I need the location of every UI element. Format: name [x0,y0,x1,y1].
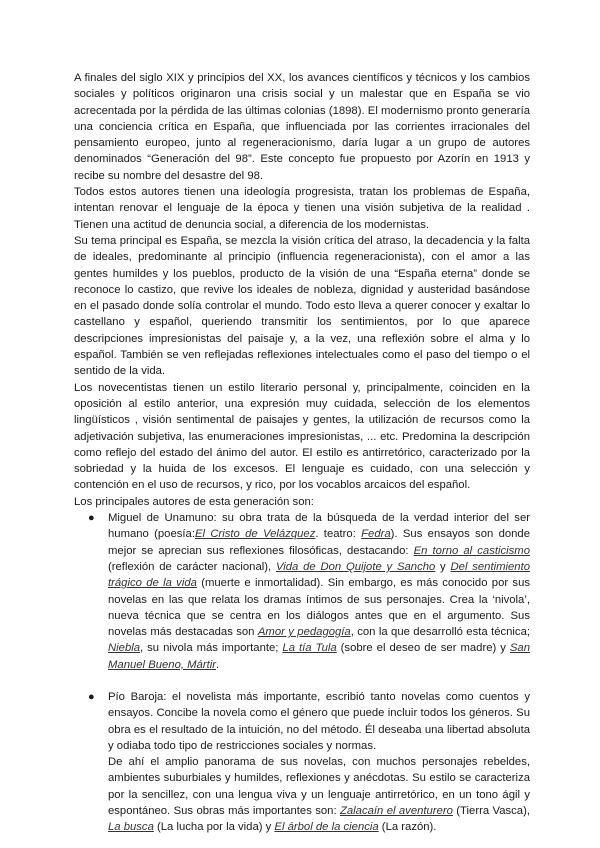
work-title: Amor y pedagogía [257,626,351,639]
document-page [74,70,530,836]
bullet-icon: ● [88,690,95,703]
list-item-baroja [74,689,530,836]
work-title: Niebla [108,642,141,655]
work-title: Zalacaín el aventurero [339,805,453,818]
paragraph-ideology: Todos estos autores tienen una ideología progresista, tratan los problemas de España, intentan renovar el lenguaje de la época y tienen una visión subjetiva de la realidad . Tienen una actitud de denuncia social, a diferencia de los modernistas. [74,186,530,231]
list-item-unamuno [74,510,530,673]
work-title: Fedra [361,528,391,541]
paragraph-intro: A finales del siglo XIX y principios del XX, los avances científicos y técnicos y los cambios sociales y políticos originaron una crisis social y un malestar que en España se vio acrecentada por la pérdida de las últimas colonias (1898). El modernismo pronto generaría una conciencia crítica en España, que influenciada por las corrientes irracionales del pensamiento europeo, junto al regeneracionismo, daría lugar a un grupo de autores denominados “Generación del 98”. Este concepto fue propuesto por Azorín en 1913 y recibe su nombre del desastre del 98. [74,72,530,182]
work-title: San Manuel Bueno, Mártir [108,642,530,671]
work-title: Del sentimiento trágico de la vida [108,560,530,590]
work-title: La tía Tula [282,642,337,655]
bullet-icon: ● [88,512,95,525]
work-title: El Cristo de Velázquez [194,528,316,541]
work-title: El árbol de la ciencia [274,821,379,834]
list-spacer [74,673,530,689]
authors-list [74,510,530,836]
baroja-text-1: Pío Baroja: el novelista más importante, escribió tanto novelas como cuentos y ensayos. Concibe la novela como el género que puede incluir todos los géneros. Su obra es el resultado de la intuición, no del método. Él deseaba una libertad absoluta y odiaba todo tipo de restricciones sociales y normas. [108,690,530,752]
work-title: La busca [108,821,154,834]
paragraph-theme: Su tema principal es España, se mezcla la visión crítica del atraso, la decadencia y la falta de ideales, predominante al principio (influencia regeneracionista), con el amor a las gentes humildes y los pueblos, producto de la visión de una “España eterna” donde se reconoce lo castizo, que revive los ideales de nobleza, dignidad y austeridad basándose en el pasado donde solía controlar el mundo. Todo esto lleva a querer conocer y exaltar lo castellano y español, queriendo transmitir los sentimientos, por lo que aparece descripciones impresionistas del paisaje y, a la vez, una reflexión sobre el alma y lo español. También se ven reflejadas reflexiones intelectuales como el paso del tiempo o el sentido de la vida. [74,234,530,378]
paragraph-authors-intro: Los principales autores de esta generación son: [74,495,314,508]
work-title: En torno al casticismo [413,544,530,557]
work-title: Vida de Don Quijote y Sancho [275,560,436,573]
paragraph-style: Los novecentistas tienen un estilo literario personal y, principalmente, coinciden en la oposición al estilo anterior, una expresión muy cuidada, selección de los elementos lingüísticos , visión sentimental de paisajes y gentes, la utilización de recursos como la adjetivación subjetiva, las enumeraciones impresionistas, ... etc. Predomina la descripción como reflejo del estado del ánimo del autor. El estilo es antirretórico, caracterizado por la sobriedad y la huida de los excesos. El lenguaje es cuidado, con una selección y contención en el uso de recursos, y rico, por los vocablos arcaicos del español. [74,381,530,492]
unamuno-text: Miguel de Unamuno: su obra trata de la búsqueda de la verdad interior del ser humano (poesía:El Cristo de Velázquez. teatro: Fedra). Sus ensayos son donde mejor se aprecian sus reflexiones filosóficas, destacando: En torno al casticismo (reflexión de carácter nacional), Vida de Don Quijote y Sancho y Del sentimiento trágico de la vida (muerte e inmortalidad). Sin embargo, es más conocido por sus novelas en las que relata los dramas íntimos de sus personajes. Crea la ‘nivola’, nueva técnica que se centra en los diálogos antes que en el argumento. Sus novelas más destacadas son Amor y pedagogía, con la que desarrolló esta técnica; Niebla, su nivola más importante; La tía Tula (sobre el deseo de ser madre) y San Manuel Bueno, Mártir. [108,512,531,671]
baroja-text-2: De ahí el amplio panorama de sus novelas, con muchos personajes rebeldes, ambientes suburbiales y humildes, reflexiones y anécdotas. Su estilo se caracteriza por la sencillez, con una lengua viva y un lenguaje antirretórico, en un tono ágil y espontáneo. Sus obras más importantes son: Zalacaín el aventurero (Tierra Vasca), La busca (La lucha por la vida) y El árbol de la ciencia (La razón). [108,756,530,834]
